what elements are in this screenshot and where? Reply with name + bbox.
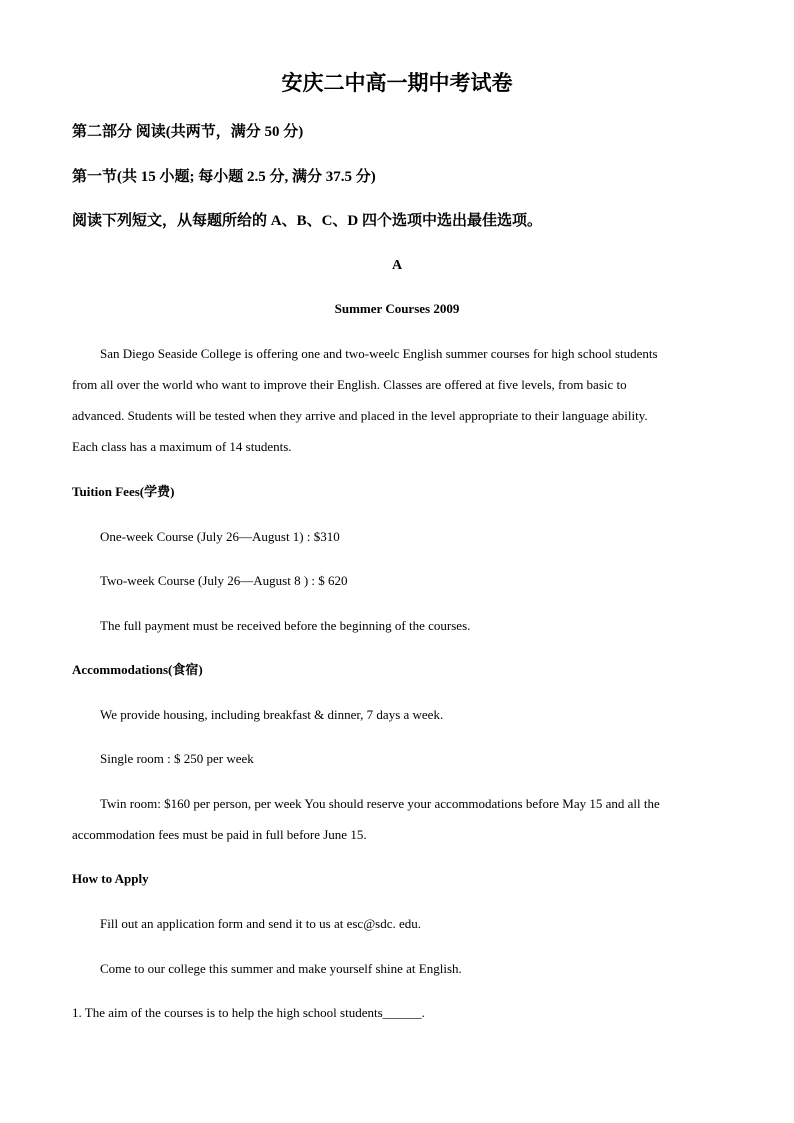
accommodation-heading: Accommodations(食宿)	[72, 662, 203, 677]
intro-line: Each class has a maximum of 14 students.	[72, 439, 292, 454]
single-room-price: Single room : $ 250 per week	[100, 751, 254, 766]
question-1: 1. The aim of the courses is to help the high school students______.	[72, 1005, 425, 1020]
passage-title: Summer Courses 2009	[334, 301, 460, 316]
part-heading: 第二部分 阅读(共两节，满分 50 分)	[72, 124, 304, 140]
tuition-two-week: Two-week Course (July 26—August 8 ) : $ 620	[100, 573, 348, 588]
intro-line: advanced. Students will be tested when they arrive and placed in the level appropriate to their language ability.	[72, 408, 648, 423]
closing-line: Come to our college this summer and make yourself shine at English.	[100, 961, 462, 976]
apply-instruction: Fill out an application form and send it to us at esc@sdc. edu.	[100, 916, 422, 931]
twin-room-line: Twin room: $160 per person, per week You should reserve your accommodations before May 15 and all the	[100, 796, 660, 811]
tuition-heading: Tuition Fees(学费)	[72, 484, 175, 499]
housing-note: We provide housing, including breakfast & dinner, 7 days a week.	[100, 707, 444, 722]
tuition-one-week: One-week Course (July 26—August 1) : $310	[100, 529, 340, 544]
twin-room-line: accommodation fees must be paid in full before June 15.	[72, 827, 367, 842]
instruction-text: 阅读下列短文，从每题所给的 A、B、C、D 四个选项中选出最佳选项。	[72, 213, 543, 229]
section-heading: 第一节(共 15 小题; 每小题 2.5 分, 满分 37.5 分)	[72, 169, 376, 185]
apply-heading: How to Apply	[72, 871, 149, 886]
exam-title: 安庆二中高一期中考试卷	[281, 71, 513, 95]
passage-label: A	[391, 258, 403, 273]
intro-line: San Diego Seaside College is offering one and two-weelc English summer courses for high school students	[100, 346, 658, 361]
intro-line: from all over the world who want to improve their English. Classes are offered at five levels, from basic to	[72, 377, 627, 392]
payment-note: The full payment must be received before the beginning of the courses.	[100, 618, 471, 633]
